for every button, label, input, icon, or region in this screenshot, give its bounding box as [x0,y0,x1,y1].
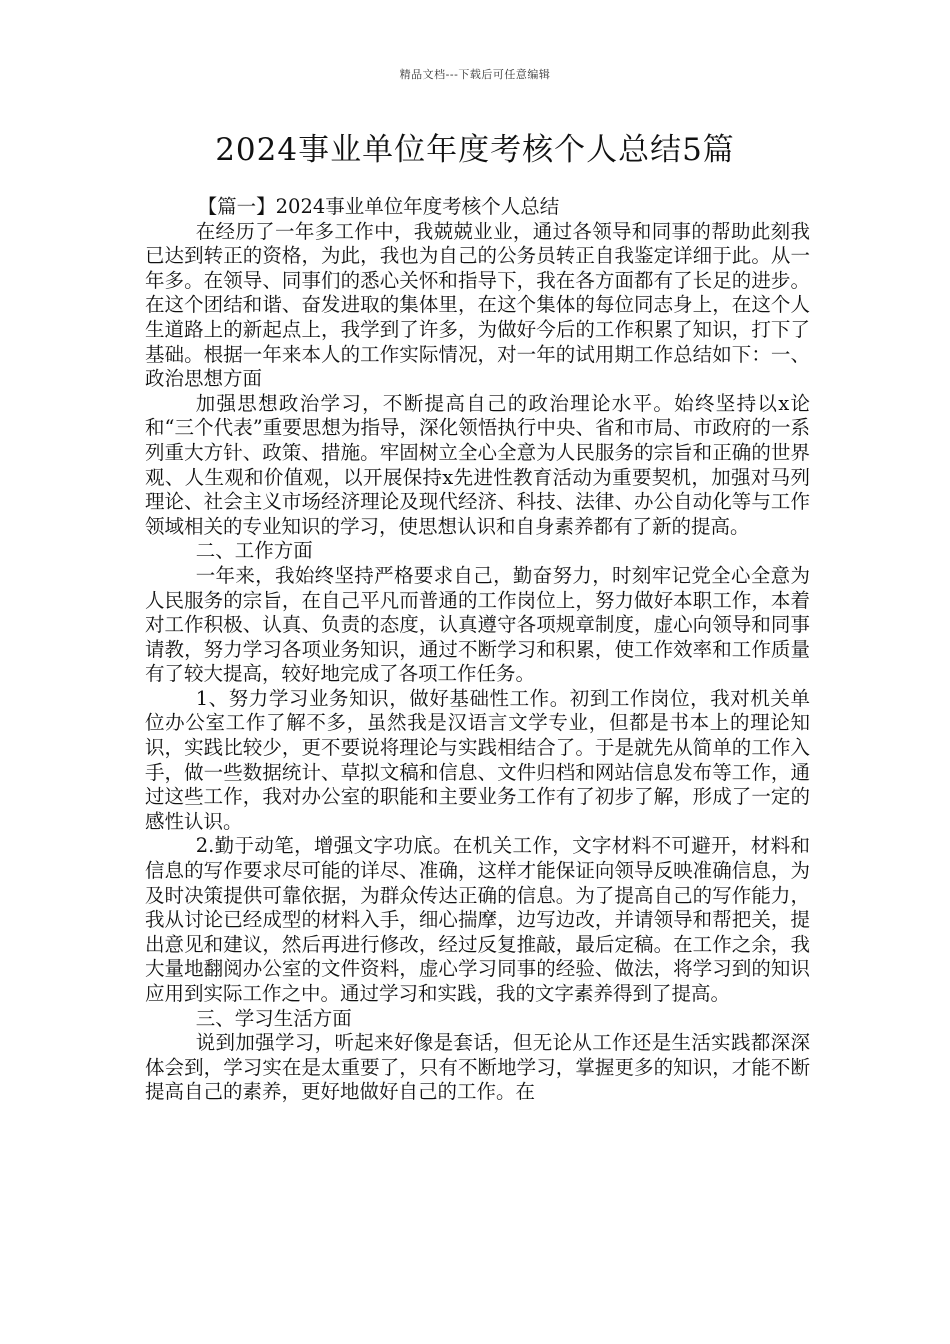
paragraph-study: 说到加强学习，听起来好像是套话，但无论从工作还是生活实践都深深体会到，学习实在是太重要了，只有不断地学习，掌握更多的知识，才能不断提高自己的素养，更好地做好自己的工作。在 [145,1031,810,1104]
section-heading-study: 三、学习生活方面 [195,1006,352,1030]
document-title: 2024事业单位年度考核个人总结5篇 [215,132,735,168]
header-note: 精品文档---下载后可任意编辑 [399,68,551,81]
paragraph-intro: 在经历了一年多工作中，我兢兢业业，通过各领导和同事的帮助此刻我已达到转正的资格，为此，我也为自己的公务员转正自我鉴定详细于此。从一年多。在领导、同事们的悉心关怀和指导下，我在各方面都有了长足的进步。在这个团结和谐、奋发进取的集体里，在这个集体的每位同志身上，在这个人生道路上的新起点上，我学到了许多，为做好今后的工作积累了知识，打下了基础。根据一年来本人的工作实际情况，对一年的试用期工作总结如下：一、政治思想方面 [145,219,810,391]
paragraph-work-item-2: 2.勤于动笔，增强文字功底。在机关工作，文字材料不可避开，材料和信息的写作要求尽可能的详尽、准确，这样才能保证向领导反映准确信息，为及时决策提供可靠依据，为群众传达正确的信息。为了提高自己的写作能力，我从讨论已经成型的材料入手，细心揣摩，边写边改，并请领导和帮把关，提出意见和建议，然后再进行修改，经过反复推敲，最后定稿。在工作之余，我大量地翻阅办公室的文件资料，虚心学习同事的经验、做法，将学习到的知识应用到实际工作之中。通过学习和实践，我的文字素养得到了提高。 [145,834,810,1005]
paragraph-work-item-1: 1、努力学习业务知识，做好基础性工作。初到工作岗位，我对机关单位办公室工作了解不多，虽然我是汉语言文学专业，但都是书本上的理论知识，实践比较少，更不要说将理论与实践相结合了。于是就先从简单的工作入手，做一些数据统计、草拟文稿和信息、文件归档和网站信息发布等工作，通过这些工作，我对办公室的职能和主要业务工作有了初步了解，形成了一定的感性认识。 [145,686,810,833]
document-body [145,195,810,1105]
paragraph-work: 一年来，我始终坚持严格要求自己，勤奋努力，时刻牢记党全心全意为人民服务的宗旨，在自己平凡而普通的工作岗位上，努力做好本职工作，本着对工作积极、认真、负责的态度，认真遵守各项规章制度，虚心向领导和同事请教，努力学习各项业务知识，通过不断学习和积累，使工作效率和工作质量有了较大提高，较好地完成了各项工作任务。 [145,563,810,686]
section-heading-work: 二、工作方面 [195,539,313,563]
paragraph-politics: 加强思想政治学习，不断提高自己的政治理论水平。始终坚持以x论和“三个代表”重要思想为指导，深化领悟执行中央、省和市局、市政府的一系列重大方针、政策、措施。牢固树立全心全意为人民服务的宗旨和正确的世界观、人生观和价值观，以开展保持x先进性教育活动为重要契机，加强对马列理论、社会主义市场经济理论及现代经济、科技、法律、办公自动化等与工作领域相关的专业知识的学习，使思想认识和自身素养都有了新的提高。 [145,391,810,538]
part-heading: 【篇一】2024事业单位年度考核个人总结 [197,195,560,218]
